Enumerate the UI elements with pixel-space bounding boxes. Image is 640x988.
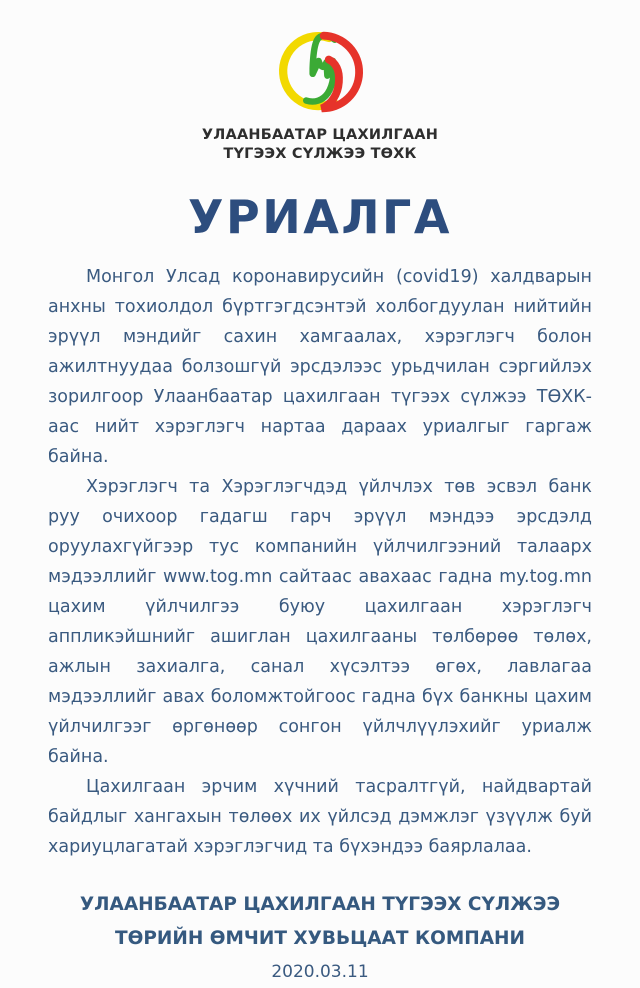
page-title: УРИАЛГА (188, 190, 452, 245)
body-paragraph-3: Цахилгаан эрчим хүчний тасралтгүй, найдвартай байдлыг хангахын төлөөх их үйлсэд дэмжлэг үзүүлж буй хариуцлагатай хэрэглэгчид та бүхэндээ баярлалаа. (48, 777, 592, 858)
body-paragraph-1: Монгол Улсад коронавирусийн (covid19) халдварын анхны тохиолдол бүртгэгдсэнтэй холбогдуулан нийтийн эрүүл мэндийг сахин хамгаалах, хэрэглэгч болон ажилтнуудаа болзошгүй эрсдэлээс урьдчилан сэргийлэх зорилгоор Улаанбаатар цахилгаан түгээх сүлжээ ТӨХК-аас нийт хэрэглэгч нартаа дараах уриалгыг гаргаж байна. (48, 267, 592, 468)
logo-caption-line1: УЛААНБААТАР ЦАХИЛГААН (201, 127, 439, 143)
logo-caption-line2: ТҮГЭЭХ СҮЛЖЭЭ ТӨХК (223, 146, 417, 163)
logo-caption (48, 126, 592, 164)
announcement-body (48, 262, 592, 862)
signature-block (48, 888, 592, 988)
logo-block (48, 26, 592, 164)
signature-company-line2: ТӨРИЙН ӨМЧИТ ХУВЬЦААТ КОМПАНИ (114, 928, 526, 950)
tog-electricity-logo-icon (274, 26, 366, 118)
signature-company-line1: УЛААНБААТАР ЦАХИЛГААН ТҮГЭЭХ СҮЛЖЭЭ (79, 894, 561, 916)
body-paragraph-2: Хэрэглэгч та Хэрэглэгчдэд үйлчлэх төв эсвэл банк руу очихоор гадагш гарч эрүүл мэндээ эрсдэлд оруулахгүйгээр тус компанийн үйлчилгээний талаарх мэдээллийг www.tog.mn сайтаас авахаас гадна my.tog.mn цахим үйлчилгээ буюу цахилгаан хэрэглэгч аппликэйшнийг ашиглан цахилгааны төлбөрөө төлөх, ажлын захиалга, санал хүсэлтээ өгөх, лавлагаа мэдээллийг авах боломжтойгоос гадна бүх банкны цахим үйлчилгээг өргөнөөр сонгон үйлчлүүлэхийг уриалж байна. (48, 477, 592, 768)
signature-date: 2020.03.11 (271, 962, 369, 983)
